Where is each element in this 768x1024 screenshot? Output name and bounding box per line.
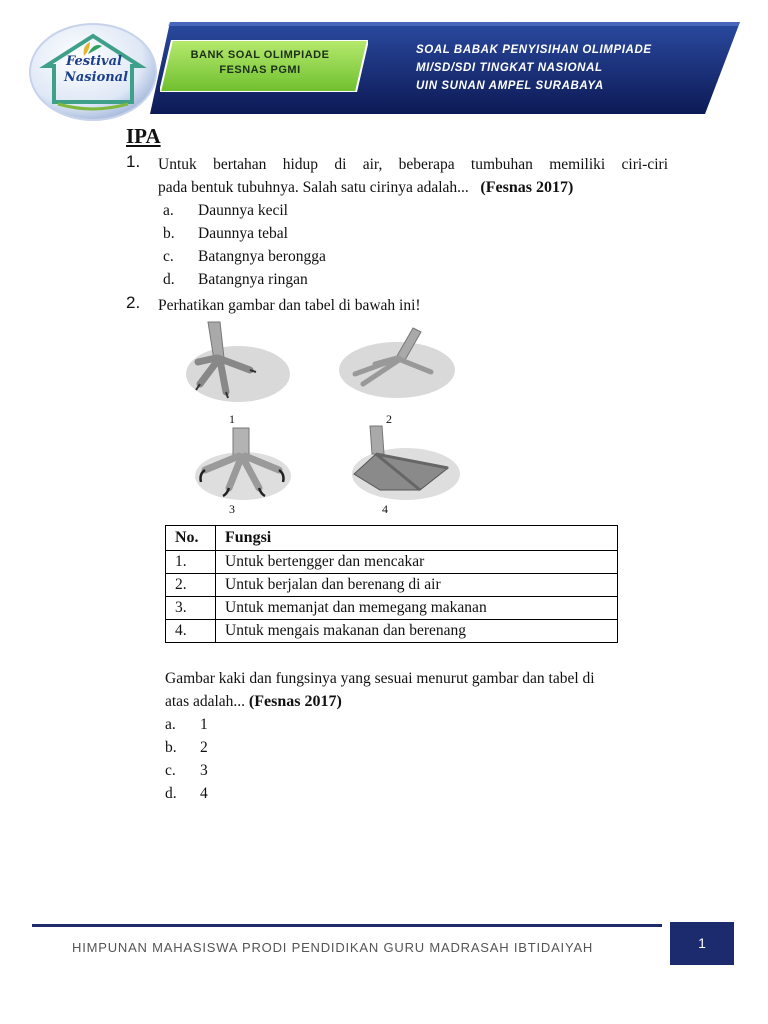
page-header (0, 0, 768, 130)
option-letter: a. (165, 716, 176, 733)
function-table (165, 525, 618, 643)
q1-option-a[interactable] (163, 199, 288, 222)
right-line-2: MI/SD/SDI TINGKAT NASIONAL (416, 62, 603, 74)
option-text: Batangnya ringan (198, 271, 308, 288)
option-text: 3 (200, 762, 208, 779)
question-1-line-2 (158, 176, 668, 199)
bird-foot-image-3 (193, 426, 293, 502)
green-line-2: FESNAS PGMI (219, 64, 301, 76)
table-row (166, 597, 618, 620)
bird-foot-image-4 (350, 424, 462, 502)
logo-text-nasional: Nasional (64, 70, 129, 85)
q2-option-b[interactable] (165, 736, 208, 759)
q1-option-d[interactable] (163, 268, 308, 291)
question-2-prompt-line-1: Gambar kaki dan fungsinya yang sesuai menurut gambar dan tabel di (165, 670, 595, 687)
option-letter: d. (165, 785, 177, 802)
option-text: Batangnya berongga (198, 248, 326, 265)
section-title: IPA (126, 124, 161, 148)
option-letter: b. (165, 739, 177, 756)
option-text: 4 (200, 785, 208, 802)
bird-foot-image-1 (180, 318, 290, 406)
right-line-1: SOAL BABAK PENYISIHAN OLIMPIADE (416, 44, 652, 56)
table-cell-fungsi: Untuk berjalan dan berenang di air (216, 574, 618, 597)
table-cell-no: 1. (166, 551, 216, 574)
table-cell-fungsi: Untuk bertengger dan mencakar (216, 551, 618, 574)
table-header-no: No. (166, 526, 216, 551)
image-label-3: 3 (229, 502, 235, 516)
logo-text-festival: Festival (66, 54, 122, 69)
header-green-text (160, 48, 360, 78)
q1-option-b[interactable] (163, 222, 288, 245)
image-label-1: 1 (229, 412, 235, 426)
option-letter: b. (163, 225, 175, 242)
q1-option-c[interactable] (163, 245, 326, 268)
q2-option-d[interactable] (165, 782, 208, 805)
footer-divider (32, 924, 662, 927)
table-header-row (166, 526, 618, 551)
question-2-number: 2. (126, 293, 141, 312)
question-1-source: (Fesnas 2017) (480, 179, 574, 196)
table-cell-no: 3. (166, 597, 216, 620)
green-line-1: BANK SOAL OLIMPIADE (190, 49, 330, 61)
question-2-prompt-line-2 (165, 690, 342, 713)
question-1-line-1: Untuk bertahan hidup di air, beberapa tumbuhan memiliki ciri-ciri (158, 156, 668, 173)
question-2-text: Perhatikan gambar dan tabel di bawah ini! (158, 297, 421, 314)
page-number: 1 (670, 922, 734, 965)
image-label-4: 4 (382, 502, 388, 516)
image-label-2: 2 (386, 412, 392, 426)
option-letter: a. (163, 202, 174, 219)
option-text: 1 (200, 716, 208, 733)
question-1-number: 1. (126, 152, 141, 171)
right-line-3: UIN SUNAN AMPEL SURABAYA (416, 80, 604, 92)
table-cell-fungsi: Untuk mengais makanan dan berenang (216, 620, 618, 643)
question-2-prompt-text: atas adalah... (165, 693, 246, 710)
bird-foot-image-2 (335, 324, 460, 404)
table-cell-fungsi: Untuk memanjat dan memegang makanan (216, 597, 618, 620)
table-cell-no: 4. (166, 620, 216, 643)
option-letter: c. (165, 762, 176, 779)
question-1-text: pada bentuk tubuhnya. Salah satu cirinya adalah... (158, 179, 469, 196)
option-letter: c. (163, 248, 174, 265)
option-text: 2 (200, 739, 208, 756)
table-row (166, 620, 618, 643)
q2-option-a[interactable] (165, 713, 208, 736)
header-right-text (416, 41, 736, 95)
footer-text: HIMPUNAN MAHASISWA PRODI PENDIDIKAN GURU MADRASAH IBTIDAIYAH (72, 940, 594, 955)
option-text: Daunnya kecil (198, 202, 288, 219)
option-letter: d. (163, 271, 175, 288)
option-text: Daunnya tebal (198, 225, 288, 242)
table-cell-no: 2. (166, 574, 216, 597)
q2-option-c[interactable] (165, 759, 208, 782)
question-2-source: (Fesnas 2017) (248, 693, 342, 710)
table-row (166, 574, 618, 597)
table-row (166, 551, 618, 574)
table-header-fungsi: Fungsi (216, 526, 618, 551)
